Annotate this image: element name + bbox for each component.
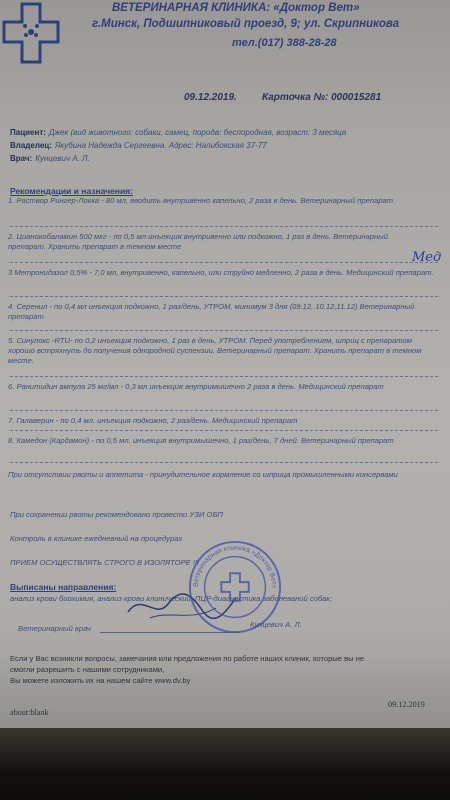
divider xyxy=(10,410,438,411)
signature-label: Ветеринарный врач xyxy=(18,624,91,633)
clinic-stamp-icon xyxy=(186,538,284,636)
dark-background xyxy=(0,728,450,800)
handwritten-note-text: Мед xyxy=(412,250,442,265)
divider xyxy=(10,430,438,431)
card-date: 09.12.2019. xyxy=(184,92,237,103)
browser-footer-date: 09.12.2019 xyxy=(388,700,425,709)
referrals-title: Выписаны направления: xyxy=(10,582,117,592)
doctor-value: Кунцевич А. Л. xyxy=(35,154,90,163)
note-daily-control: Контроль в клинике ежедневный на процедурах xyxy=(10,534,183,543)
clinic-name: ВЕТЕРИНАРНАЯ КЛИНИКА: «Доктор Вет» xyxy=(112,2,360,14)
footer-line-1: Если у Вас возникли вопросы, замечания или предложения по работе наших клиник, которые вы не xyxy=(10,654,365,663)
footer-line-3: Вы можете изложить их на нашем сайте www.dv.by xyxy=(10,676,191,685)
prescription-item-5: 5. Синулокс -RTU- по 0,2 инъекция подкожно, 1 раз в день, УТРОМ. Перед употреблением, шприц с препаратом хорошо встряхнуть до получения однородной суспензии. Ветеринарный препарат. Хранить препарат в темном месте. xyxy=(8,336,422,365)
browser-footer-url: about:blank xyxy=(10,708,49,717)
owner-row xyxy=(10,141,267,150)
patient-label: Пациент: xyxy=(10,128,46,137)
divider xyxy=(10,376,438,377)
prescription-item-7: 7. Галаверин - по 0,4 мл. инъекция подкожно, 2 раз/день. Медицинский препарат xyxy=(8,416,298,425)
referrals-text: анализ крови биохимия, анализ крови клинический, ПЦР-диагностика заболеваний собак; xyxy=(10,594,333,603)
prescription-item-4: 4. Серенил - по 0,4 мл инъекция подкожно, 1 раз/день, УТРОМ, минимум 3 дня (09.12, 10.12,11.12) Ветеринарный препарат xyxy=(8,302,415,321)
divider xyxy=(10,296,438,297)
stamp-ring-text: Ветеринарная клиника «Доктор Вет» xyxy=(192,544,278,589)
patient-value: Джек (вид животного: собаки, самец, порода: беспородная, возраст: 3 месяца xyxy=(48,128,347,137)
divider xyxy=(10,262,438,263)
prescription-item-3: 3 Метронидазол 0,5% - 7,0 мл, внутривенно, капельно, или струйно медленно, 2 раза в день. Медицинский препарат. xyxy=(8,268,434,277)
note-force-feeding: При отсутствии рвоты и аппетита - принудительное кормление со шприца промышленными консервами xyxy=(8,470,398,479)
recommendations-title: Рекомендации и назначения: xyxy=(10,186,133,196)
prescription-item-8: 8. Камедон (Кардамон) - по 0,5 мл. инъекция внутримышечно, 1 раз/день, 7 дней. Ветеринарный препарат xyxy=(8,436,394,445)
divider xyxy=(10,462,438,463)
prescription-item-2: 2. Цианокобаламин 500 мкг - по 0,5 мл инъекция внутривенно или подкожно, 1 раз в день. Ветеринарный препарат. Хранить препарат в темном месте xyxy=(8,232,388,251)
patient-row xyxy=(10,128,346,137)
owner-label: Владелец: xyxy=(10,141,52,150)
note-isolation: ПРИЕМ ОСУЩЕСТВЛЯТЬ СТРОГО В ИЗОЛЯТОРЕ !!! xyxy=(10,558,200,567)
prescription-item-1: 1. Раствор Рингер-Локка - 80 мл, вводить внутривенно капельно, 2 раза в день. Ветеринарный препарат xyxy=(8,196,394,205)
doctor-label: Врач: xyxy=(10,154,33,163)
doctor-row xyxy=(10,154,90,163)
owner-value: Якубина Надежда Сергеевна. Адрес: Налибокская 37-77 xyxy=(54,141,267,150)
note-ultrasound: При сохранении рвоты рекомендовано провести УЗИ ОБП xyxy=(10,510,223,519)
footer-line-2: смогли разрешить с нашими сотрудниками, xyxy=(10,665,165,674)
clinic-logo-cross-icon xyxy=(2,2,60,64)
signature-name: Кунцевич А. Л. xyxy=(250,620,302,629)
prescription-item-6: 6. Ранитидин ампула 25 мг/мл - 0,3 мл инъекция внутримышечно 2 раза в день. Медицинский препарат xyxy=(8,382,384,391)
clinic-address: г.Минск, Подшипниковый проезд, 9; ул. Скрипникова xyxy=(92,18,400,30)
clinic-phone: тел.(017) 388-28-28 xyxy=(232,37,337,49)
divider xyxy=(10,226,438,227)
handwritten-note xyxy=(412,248,448,266)
card-title: Карточка №: 000015281 xyxy=(262,92,382,103)
divider xyxy=(10,330,438,331)
